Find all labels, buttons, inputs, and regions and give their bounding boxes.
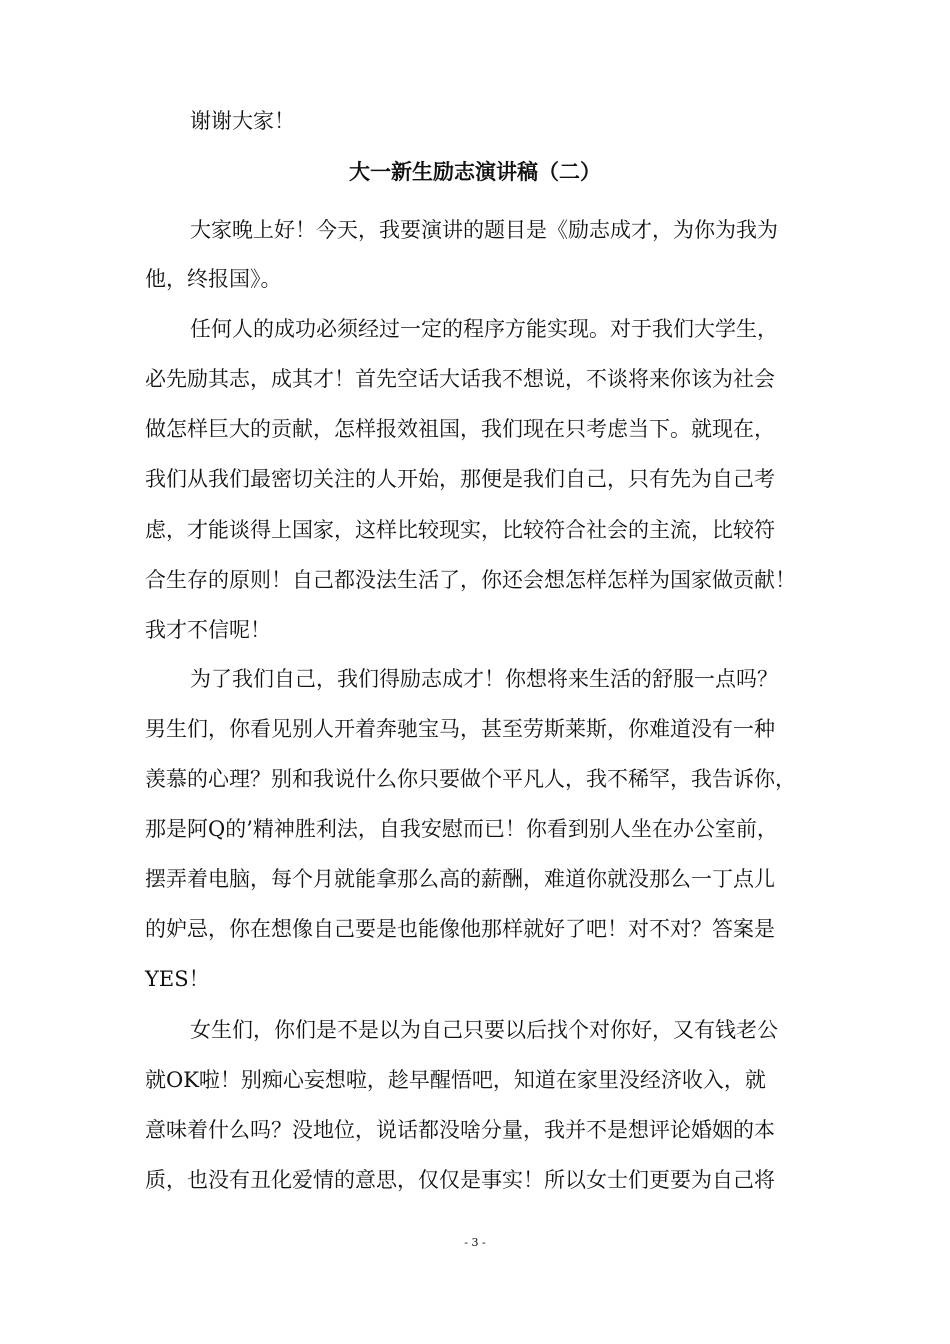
paragraph-line: 羡慕的心理？别和我说什么你只要做个平凡人，我不稀罕，我告诉你， bbox=[145, 767, 796, 791]
paragraph-line: 必先励其志，成其才！首先空话大话我不想说，不谈将来你该为社会 bbox=[145, 367, 775, 391]
paragraph-line: 做怎样巨大的贡献，怎样报效祖国，我们现在只考虑当下。就现在， bbox=[145, 417, 775, 441]
paragraph-line: 合生存的原则！自己都没法生活了，你还会想怎样怎样为国家做贡献！ bbox=[145, 568, 796, 592]
paragraph-line: 就OK啦！别痴心妄想啦，趁早醒悟吧，知道在家里没经济收入，就 bbox=[145, 1068, 766, 1092]
paragraph-line: 他，终报国》。 bbox=[145, 267, 282, 291]
page-number: - 3 - bbox=[464, 1236, 486, 1249]
paragraph-line: 摆弄着电脑，每个月就能拿那么高的薪酬，难道你就没那么一丁点儿 bbox=[145, 867, 775, 891]
paragraph-line: 任何人的成功必须经过一定的程序方能实现。对于我们大学生， bbox=[190, 317, 778, 341]
paragraph-line: 质，也没有丑化爱情的意思，仅仅是事实！所以女士们更要为自己将 bbox=[145, 1168, 775, 1192]
paragraph-line: 意味着什么吗？没地位，说话都没啥分量，我并不是想评论婚姻的本 bbox=[145, 1118, 775, 1142]
paragraph-line: 为了我们自己，我们得励志成才！你想将来生活的舒服一点吗？ bbox=[190, 667, 778, 691]
paragraph-line: 那是阿Q的’精神胜利法，自我安慰而已！你看到别人坐在办公室前， bbox=[145, 817, 778, 841]
paragraph-line: 男生们，你看见别人开着奔驰宝马，甚至劳斯莱斯，你难道没有一种 bbox=[145, 717, 775, 741]
paragraph-line: 虑，才能谈得上国家，这样比较现实，比较符合社会的主流，比较符 bbox=[145, 518, 775, 542]
paragraph-line: 女生们，你们是不是以为自己只要以后找个对你好，又有钱老公 bbox=[190, 1018, 778, 1042]
section-title: 大一新生励志演讲稿（二） bbox=[349, 160, 601, 184]
paragraph-line: YES！ bbox=[145, 967, 210, 991]
closing-line: 谢谢大家！ bbox=[190, 109, 295, 133]
paragraph-line: 大家晚上好！今天，我要演讲的题目是《励志成才，为你为我为 bbox=[190, 218, 778, 242]
paragraph-line: 我才不信呢！ bbox=[145, 618, 271, 642]
paragraph-line: 我们从我们最密切关注的人开始，那便是我们自己，只有先为自己考 bbox=[145, 467, 775, 491]
paragraph-line: 的妒忌，你在想像自己要是也能像他那样就好了吧！对不对？答案是 bbox=[145, 917, 775, 941]
